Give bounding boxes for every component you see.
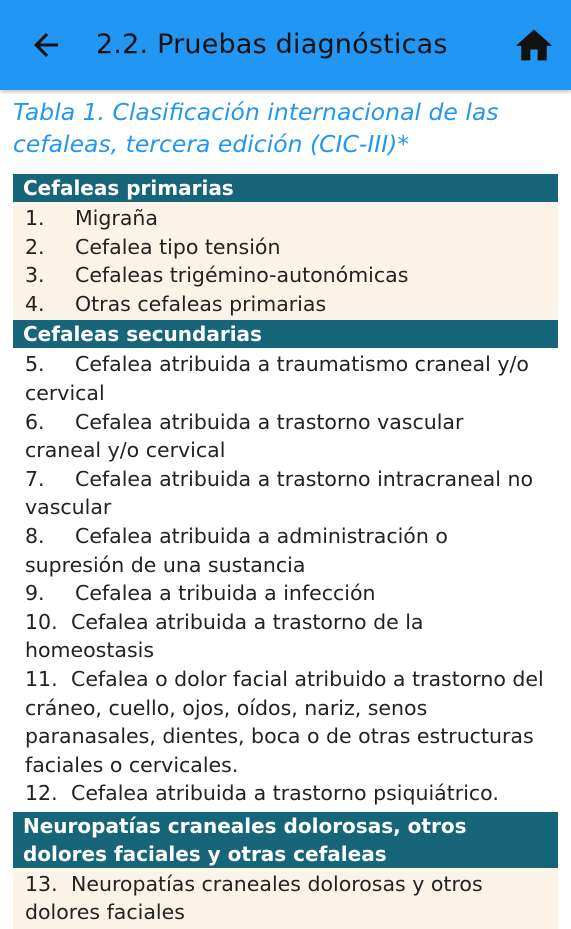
list-item	[25, 233, 546, 262]
item-text: Cefalea atribuida a trastorno psiquiátrico.	[71, 781, 499, 806]
item-text: Cefalea tipo tensión	[75, 234, 281, 259]
section-header-neuropatias: Neuropatías craneales dolorosas, otros dolores faciales y otras cefaleas	[13, 810, 558, 868]
list-item	[25, 465, 546, 522]
item-number: 1.	[25, 206, 45, 230]
item-number: 9.	[25, 581, 45, 606]
list-item	[25, 870, 546, 927]
item-text: Cefalea atribuida a administración o supresión de una sustancia	[25, 523, 448, 577]
app-bar	[0, 0, 571, 90]
item-number: 7.	[25, 466, 45, 491]
item-number: 4.	[25, 291, 45, 316]
section-body-primarias	[13, 202, 558, 320]
item-text: Cefalea atribuida a trastorno vascular craneal y/o cervical	[25, 409, 464, 463]
item-number: 6.	[25, 409, 45, 434]
arrow-left-icon[interactable]	[28, 27, 64, 63]
item-number: 11.	[25, 666, 58, 691]
list-item	[25, 204, 546, 233]
page-title: 2.2. Pruebas diagnósticas	[96, 29, 448, 60]
classification-table	[13, 174, 558, 929]
item-text: Cefalea a tribuida a infección	[75, 581, 376, 606]
item-number: 2.	[25, 234, 45, 259]
item-text: Cefalea o dolor facial atribuido a trastorno del cráneo, cuello, ojos, oídos, nariz, senos paranasales, dientes, boca o de otras estructuras faciales o cervicales.	[25, 666, 544, 777]
list-item	[25, 779, 546, 808]
section-header-primarias: Cefaleas primarias	[13, 174, 558, 202]
section-body-neuropatias	[13, 868, 558, 929]
table-caption: Tabla 1. Clasificación internacional de las cefaleas, tercera edición (CIC-III)*	[13, 98, 499, 158]
section-header-secundarias: Cefaleas secundarias	[13, 320, 558, 348]
item-number: 5.	[25, 352, 45, 377]
list-item	[25, 579, 546, 608]
item-text: Migraña	[75, 206, 158, 230]
item-text: Cefalea atribuida a traumatismo craneal y/o cervical	[25, 352, 529, 405]
item-text: Otras cefaleas primarias	[75, 291, 327, 316]
list-item	[25, 290, 546, 319]
item-text: Neuropatías craneales dolorosas y otros dolores faciales	[25, 871, 483, 925]
list-item	[25, 522, 546, 579]
list-item	[25, 261, 546, 290]
list-item	[25, 408, 546, 465]
section-body-secundarias	[13, 348, 558, 810]
item-number: 8.	[25, 523, 45, 548]
list-item	[25, 608, 546, 665]
item-text: Cefalea atribuida a trastorno intracraneal no vascular	[25, 466, 533, 520]
home-icon[interactable]	[512, 24, 556, 64]
list-item	[25, 350, 546, 407]
item-number: 12.	[25, 781, 58, 806]
item-number: 10.	[25, 609, 58, 634]
item-number: 3.	[25, 263, 45, 288]
item-number: 13.	[25, 871, 58, 896]
list-item	[25, 665, 546, 779]
item-text: Cefalea atribuida a trastorno de la homeostasis	[25, 609, 424, 663]
item-text: Cefaleas trigémino-autonómicas	[75, 263, 409, 288]
